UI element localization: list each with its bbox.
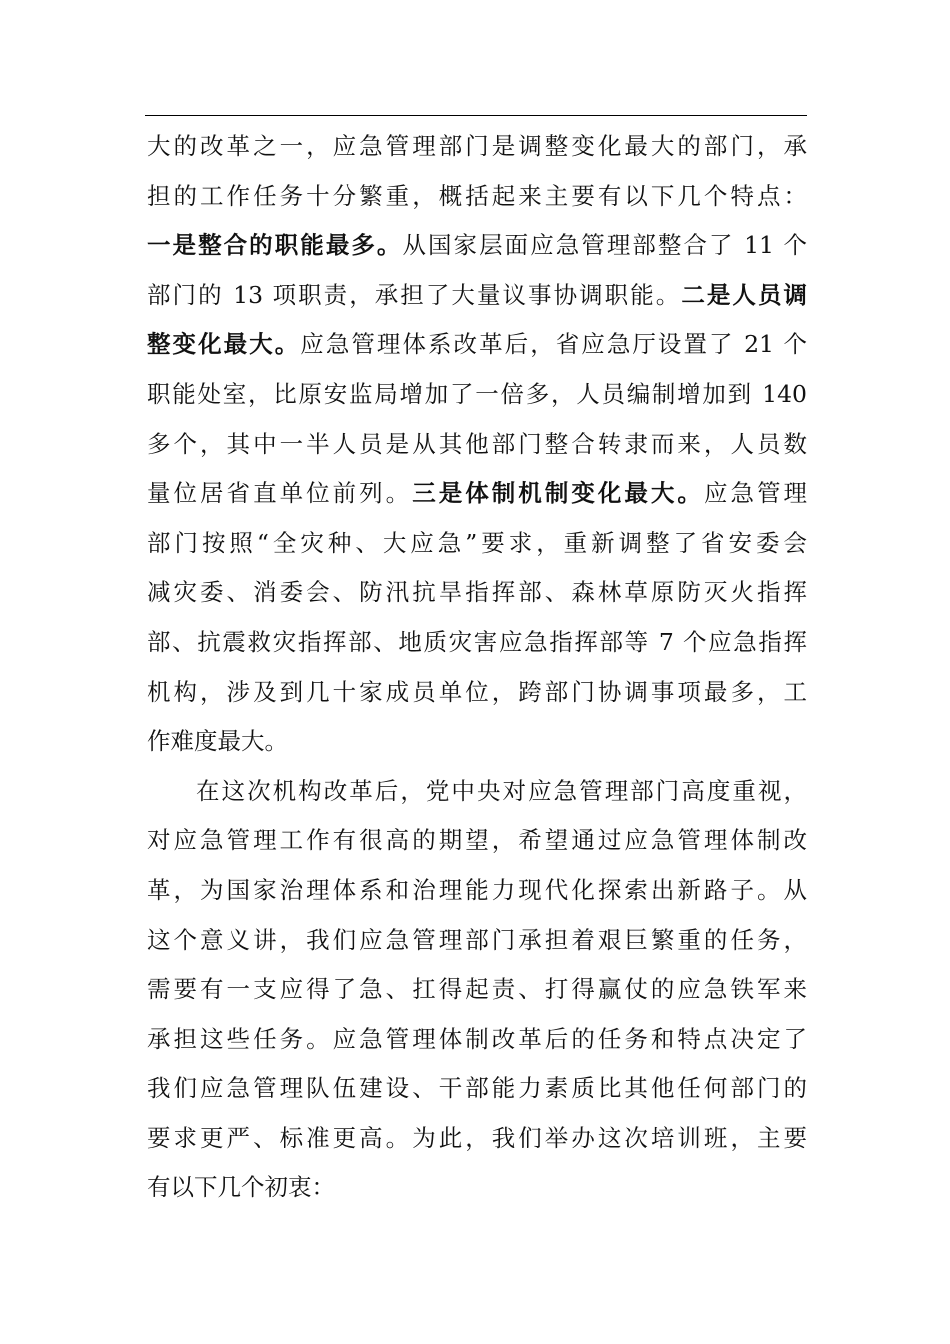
- text-run: 这个意义讲，我们应急管理部门承担着艰巨繁重的任务，: [147, 925, 807, 954]
- text-line: [147, 1114, 807, 1164]
- bold-text-run: 整变化最大。: [147, 330, 301, 359]
- text-run: 多个，其中一半人员是从其他部门整合转隶而来，人员数: [147, 429, 807, 458]
- body-text: [147, 122, 807, 1213]
- text-run: 有以下几个初衷：: [147, 1173, 335, 1202]
- bold-text-run: 二是人员调: [681, 280, 808, 309]
- text-run: 承担这些任务。应急管理体制改革后的任务和特点决定了: [147, 1024, 807, 1053]
- text-run: 要求更严、标准更高。为此，我们举办这次培训班，主要: [147, 1123, 807, 1152]
- text-line: [147, 1064, 807, 1114]
- text-line: [147, 568, 807, 618]
- bold-text-run: 一是整合的职能最多。: [147, 231, 403, 260]
- text-line: [147, 271, 807, 321]
- text-line: [147, 618, 807, 668]
- text-run: 应急管理: [703, 479, 808, 508]
- text-line: [147, 122, 807, 172]
- text-line: [147, 469, 807, 519]
- text-line: [147, 420, 807, 470]
- text-line: [147, 767, 807, 817]
- text-line: [147, 370, 807, 420]
- text-run: 我们应急管理队伍建设、干部能力素质比其他任何部门的: [147, 1074, 807, 1103]
- text-run: 部门的 13 项职责，承担了大量议事协调职能。: [147, 280, 682, 309]
- text-run: 对应急管理工作有很高的期望，希望通过应急管理体制改: [147, 826, 807, 855]
- text-line: [147, 717, 807, 767]
- text-line: [147, 965, 807, 1015]
- text-run: 机构，涉及到几十家成员单位，跨部门协调事项最多，工: [147, 677, 807, 706]
- text-line: [147, 320, 807, 370]
- text-run: 在这次机构改革后，党中央对应急管理部门高度重视，: [196, 776, 807, 805]
- text-line: [147, 866, 807, 916]
- text-run: 从国家层面应急管理部整合了 11 个: [402, 231, 808, 260]
- text-run: 作难度最大。: [147, 727, 288, 756]
- text-line: [147, 172, 807, 222]
- text-run: 担的工作任务十分繁重，概括起来主要有以下几个特点：: [147, 181, 807, 210]
- text-run: 职能处室，比原安监局增加了一倍多，人员编制增加到 140: [147, 379, 807, 408]
- paragraph-p1: [147, 122, 807, 767]
- text-run: 量位居省直单位前列。: [147, 479, 413, 508]
- text-line: [147, 916, 807, 966]
- text-line: [147, 519, 807, 569]
- paragraph-p2: [147, 767, 807, 1213]
- text-run: 革，为国家治理体系和治理能力现代化探索出新路子。从: [147, 875, 807, 904]
- text-run: 减灾委、消委会、防汛抗旱指挥部、森林草原防灭火指挥: [147, 578, 807, 607]
- text-run: 部门按照“全灾种、大应急”要求，重新调整了省安委会: [147, 528, 807, 557]
- text-run: 需要有一支应得了急、扛得起责、打得赢仗的应急铁军来: [147, 975, 807, 1004]
- text-line: [147, 816, 807, 866]
- text-line: [147, 1163, 807, 1213]
- text-run: 部、抗震救灾指挥部、地质灾害应急指挥部等 7 个应急指挥: [147, 627, 807, 656]
- text-run: 应急管理体系改革后，省应急厅设置了 21 个: [300, 330, 808, 359]
- text-run: 大的改革之一，应急管理部门是调整变化最大的部门，承: [147, 132, 807, 160]
- header-rule: [145, 115, 807, 116]
- bold-text-run: 三是体制机制变化最大。: [412, 479, 704, 508]
- text-line: [147, 1015, 807, 1065]
- text-line: [147, 221, 807, 271]
- text-line: [147, 668, 807, 718]
